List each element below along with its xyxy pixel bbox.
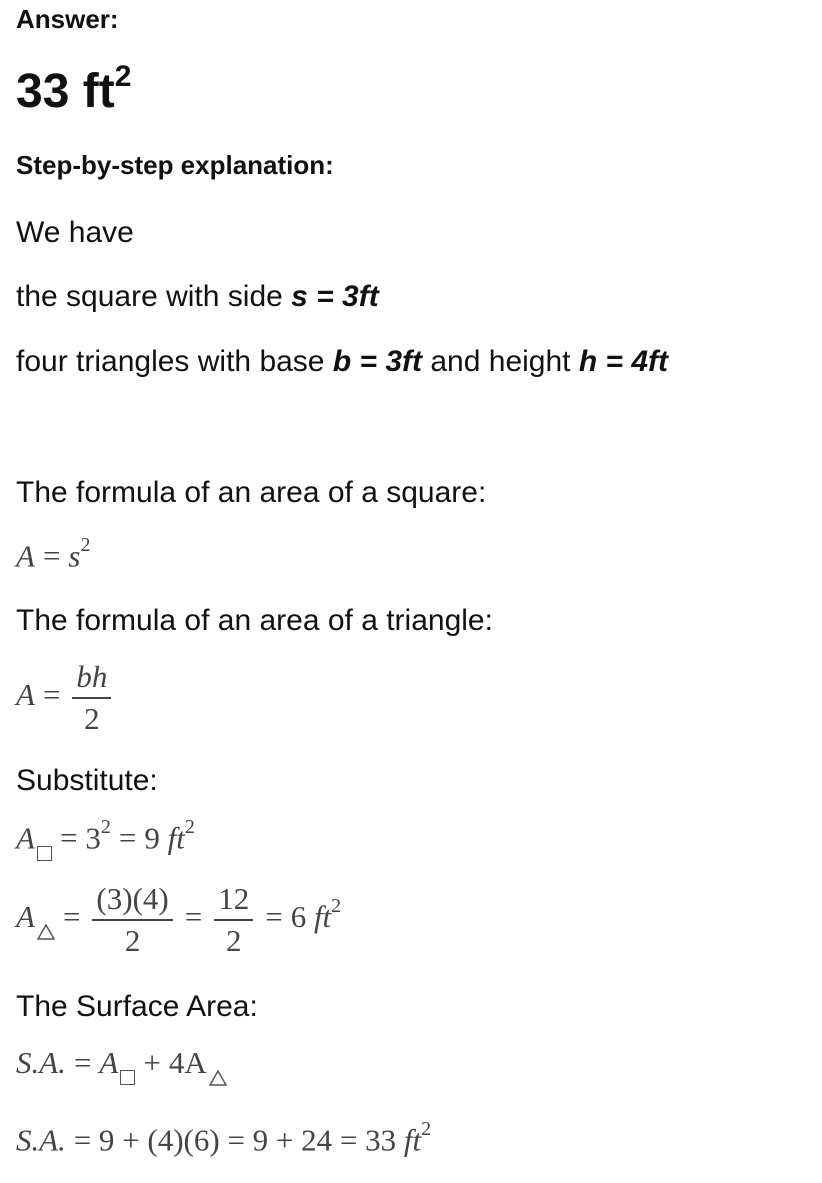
substitute-square-base: 3 <box>85 820 101 856</box>
substitute-triangle-eq2: = <box>184 899 203 935</box>
substitute-square-result: 9 <box>144 820 160 856</box>
given-triangles-prefix: four triangles with base <box>16 345 325 378</box>
substitute-square-eq2: = <box>118 820 137 856</box>
surface-area-result <box>16 1118 432 1158</box>
square-formula-exp: 2 <box>80 534 91 556</box>
given-triangles-base: b = 3ft <box>332 345 423 378</box>
given-square-value: s = 3ft <box>291 280 379 313</box>
answer-label: Answer: <box>16 4 119 34</box>
surface-area-formula <box>16 1045 227 1086</box>
given-triangles <box>16 345 668 379</box>
answer-exponent: 2 <box>114 60 132 93</box>
substitute-square-unit-exp: 2 <box>184 816 195 838</box>
given-intro: We have <box>16 216 134 249</box>
surface-area-label: The Surface Area: <box>16 990 258 1023</box>
square-formula <box>16 534 91 574</box>
substitute-triangle-eq1: = <box>62 899 81 935</box>
given-triangles-height: h = 4ft <box>578 345 669 378</box>
surface-area-a-square: A <box>99 1045 119 1080</box>
substitute-triangle-unit-exp: 2 <box>331 894 342 917</box>
substitute-triangle-lhs: A <box>16 899 35 935</box>
given-square-prefix: the square with side <box>16 280 283 313</box>
surface-area-result-unit-exp: 2 <box>421 1118 432 1140</box>
square-symbol-icon <box>120 1070 135 1085</box>
surface-area-lhs: S.A. <box>16 1045 66 1080</box>
substitute-triangle-eq3: = <box>265 899 283 935</box>
substitute-triangle-result: 6 <box>290 899 307 935</box>
triangle-formula-den: 2 <box>84 701 100 737</box>
substitute-triangle-num2: 12 <box>214 882 253 921</box>
answer-value <box>16 60 132 119</box>
square-symbol-icon <box>37 846 52 861</box>
triangle-formula-eq: = <box>42 677 61 713</box>
answer-number: 33 ft <box>16 65 115 118</box>
substitute-triangle <box>16 882 341 958</box>
substitute-triangle-fraction2 <box>214 882 253 958</box>
square-formula-var: s <box>68 538 81 574</box>
substitute-square-eq1: = <box>59 820 78 856</box>
surface-area-result-expr: = 9 + (4)(6) = 9 + 24 = 33 <box>73 1122 397 1158</box>
explanation-label: Step-by-step explanation: <box>16 150 334 180</box>
given-square <box>16 280 379 314</box>
triangle-formula-lhs: A <box>16 677 35 713</box>
square-formula-label: The formula of an area of a square: <box>16 476 487 509</box>
substitute-triangle-unit: ft <box>313 899 332 935</box>
triangle-symbol-icon <box>209 1070 227 1086</box>
substitute-square-unit: ft <box>167 820 185 856</box>
surface-area-result-unit: ft <box>403 1122 422 1158</box>
surface-area-result-lhs: S.A. <box>16 1122 66 1158</box>
triangle-formula-fraction <box>72 660 111 736</box>
square-formula-eq: = <box>42 538 61 574</box>
substitute-square <box>16 816 195 862</box>
substitute-triangle-den2: 2 <box>225 923 242 959</box>
square-formula-lhs: A <box>16 538 35 574</box>
substitute-triangle-fraction1 <box>92 882 172 958</box>
substitute-label: Substitute: <box>16 764 158 797</box>
substitute-square-lhs: A <box>16 820 35 856</box>
surface-area-a-triangle: 4A <box>168 1045 207 1080</box>
substitute-square-exp: 2 <box>100 816 111 838</box>
triangle-formula-label: The formula of an area of a triangle: <box>16 604 493 637</box>
triangle-symbol-icon <box>37 924 55 940</box>
surface-area-plus: + <box>143 1045 161 1080</box>
given-triangles-mid: and height <box>430 345 571 378</box>
surface-area-eq: = <box>73 1045 92 1080</box>
triangle-formula <box>16 660 115 736</box>
substitute-triangle-num1: (3)(4) <box>92 882 172 921</box>
triangle-formula-num: bh <box>72 660 111 699</box>
substitute-triangle-den1: 2 <box>124 923 141 959</box>
